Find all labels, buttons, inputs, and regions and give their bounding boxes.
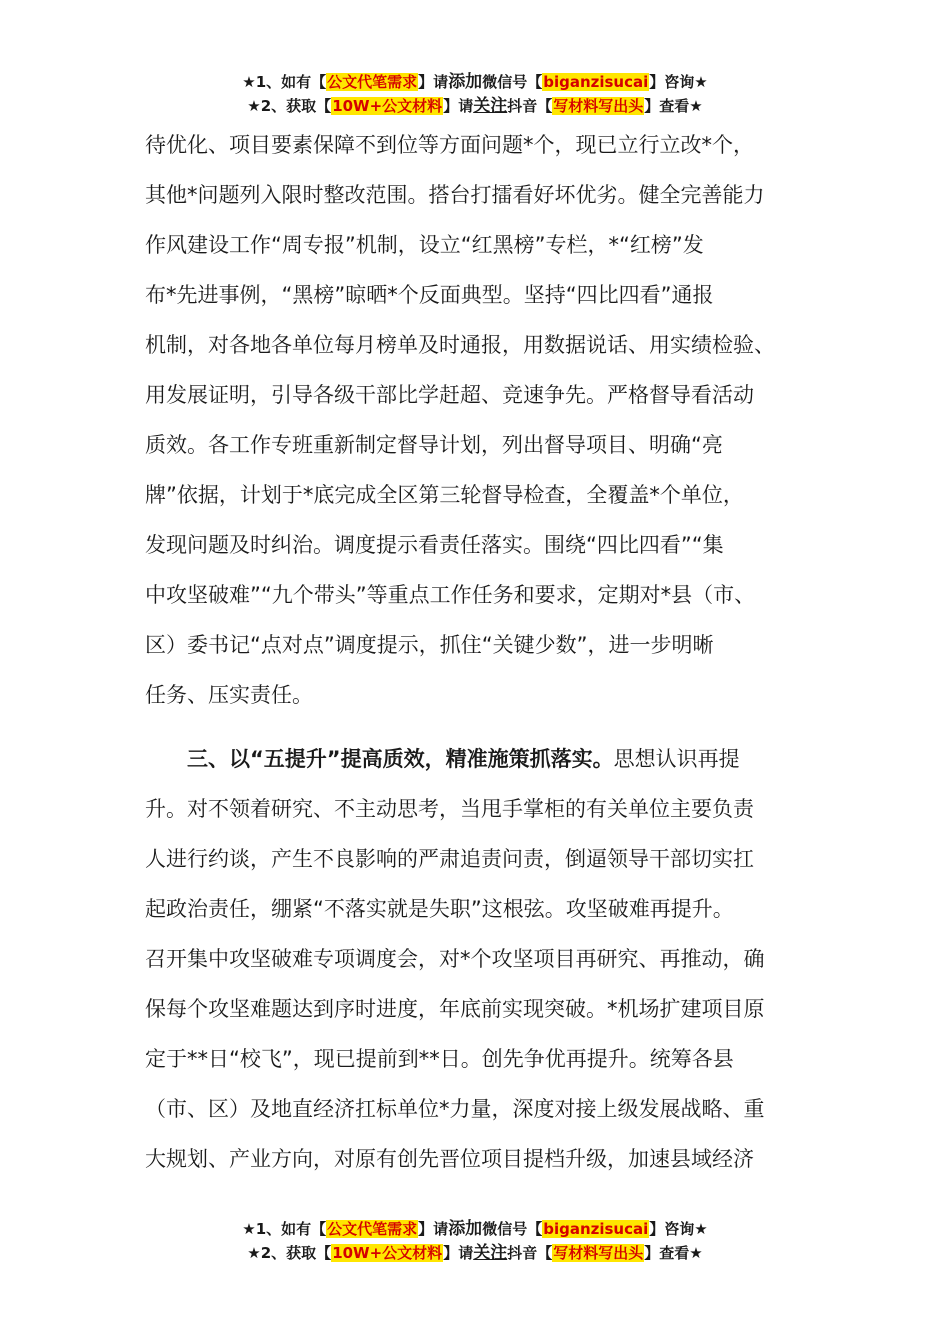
banner-highlight: 写材料写出头 — [553, 1244, 644, 1262]
body-line: 机制，对各地各单位每月榜单及时通报，用数据说话、用实绩检验、 — [145, 333, 775, 357]
body-line: 用发展证明，引导各级干部比学赶超、竞速争先。严格督导看活动 — [145, 383, 754, 407]
banner-text: 微信号【 — [482, 73, 543, 91]
header-banner — [0, 70, 950, 118]
banner-text: 】请 — [418, 73, 449, 91]
body-line: 人进行约谈，产生不良影响的严肃追责问责，倒逼领导干部切实扛 — [145, 847, 754, 871]
banner-highlight: 公文代笔需求 — [327, 1220, 418, 1238]
banner-text: 】咨询★ — [649, 1220, 708, 1238]
section-heading-line — [145, 734, 825, 784]
body-line: 作风建设工作“周专报”机制，设立“红黑榜”专栏，*“红榜”发 — [145, 233, 704, 257]
banner-text: 微信号【 — [482, 1220, 543, 1238]
banner-text: ★2、获取【 — [247, 1244, 332, 1262]
banner-text: ★1、如有【 — [242, 73, 327, 91]
body-line: 升。对不领着研究、不主动思考，当甩手掌柜的有关单位主要负责 — [145, 797, 754, 821]
banner-text: ★1、如有【 — [242, 1220, 327, 1238]
banner-text: 】咨询★ — [649, 73, 708, 91]
banner-text: 】查看★ — [644, 1244, 703, 1262]
body-line: 质效。各工作专班重新制定督导计划，列出督导项目、明确“亮 — [145, 433, 723, 457]
body-line: 召开集中攻坚破难专项调度会，对*个攻坚项目再研究、再推动，确 — [145, 947, 765, 971]
banner-line-1 — [0, 70, 950, 94]
body-line: 发现问题及时纠治。调度提示看责任落实。围绕“四比四看”“集 — [145, 533, 724, 557]
banner-text: 】查看★ — [644, 97, 703, 115]
body-line: （市、区）及地直经济扛标单位*力量，深度对接上级发展战略、重 — [145, 1097, 765, 1121]
body-line: 起政治责任，绷紧“不落实就是失职”这根弦。攻坚破难再提升。 — [145, 897, 734, 921]
banner-text: 抖音【 — [507, 1244, 553, 1262]
banner-text: 抖音【 — [507, 97, 553, 115]
banner-line-2 — [0, 94, 950, 118]
body-line: 待优化、项目要素保障不到位等方面问题*个，现已立行立改*个， — [145, 133, 754, 157]
body-line: 保每个攻坚难题达到序时进度，年底前实现突破。*机场扩建项目原 — [145, 997, 765, 1021]
banner-line-2 — [0, 1241, 950, 1265]
footer-banner — [0, 1217, 950, 1265]
banner-line-1 — [0, 1217, 950, 1241]
banner-highlight: 写材料写出头 — [553, 97, 644, 115]
banner-emphasis: 添加 — [448, 1219, 483, 1239]
body-text: 思想认识再提 — [613, 747, 740, 771]
document-body — [145, 120, 825, 1184]
banner-emphasis: 关注 — [473, 1243, 508, 1263]
banner-emphasis: 添加 — [448, 72, 483, 92]
banner-text: 】请 — [443, 1244, 474, 1262]
body-line: 大规划、产业方向，对原有创先晋位项目提档升级，加速县域经济 — [145, 1147, 754, 1171]
banner-highlight: biganzisucai — [543, 1220, 649, 1238]
body-line: 其他*问题列入限时整改范围。搭台打擂看好坏优劣。健全完善能力 — [145, 183, 765, 207]
banner-highlight: 公文代笔需求 — [327, 73, 418, 91]
body-line: 布*先进事例，“黑榜”晾晒*个反面典型。坚持“四比四看”通报 — [145, 283, 714, 307]
banner-highlight: 10W+公文材料 — [332, 97, 443, 115]
banner-text: 】请 — [418, 1220, 449, 1238]
banner-text: 】请 — [443, 97, 474, 115]
banner-emphasis: 关注 — [473, 96, 508, 116]
body-line: 任务、压实责任。 — [145, 683, 313, 707]
body-line: 定于**日“校飞”，现已提前到**日。创先争优再提升。统筹各县 — [145, 1047, 734, 1071]
banner-highlight: 10W+公文材料 — [332, 1244, 443, 1262]
section-heading: 三、以“五提升”提高质效，精准施策抓落实。 — [187, 747, 614, 771]
body-line: 牌”依据，计划于*底完成全区第三轮督导检查，全覆盖*个单位， — [145, 483, 744, 507]
banner-text: ★2、获取【 — [247, 97, 332, 115]
body-line: 中攻坚破难”“九个带头”等重点工作任务和要求，定期对*县（市、 — [145, 583, 756, 607]
banner-highlight: biganzisucai — [543, 73, 649, 91]
body-line: 区）委书记“点对点”调度提示，抓住“关键少数”，进一步明晰 — [145, 633, 714, 657]
